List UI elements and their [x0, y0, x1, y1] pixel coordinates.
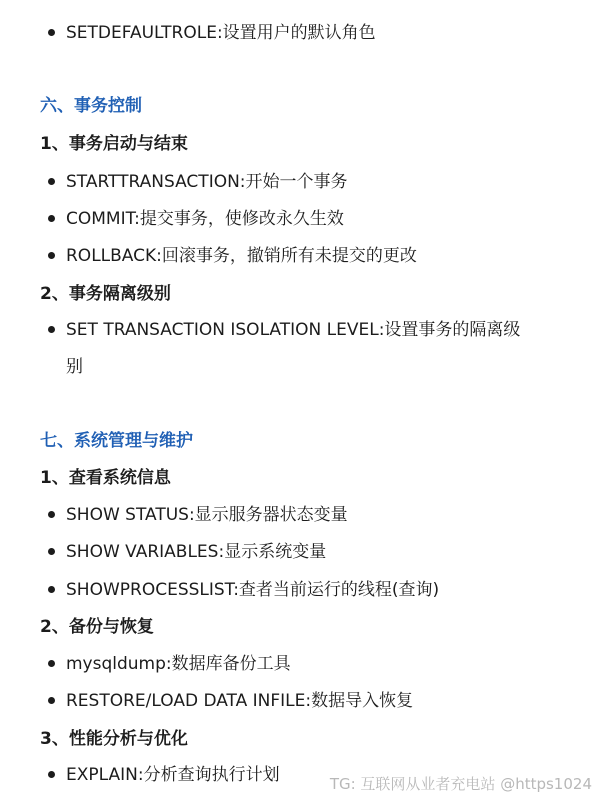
list-item-text: COMMIT:提交事务，使修改永久生效 — [66, 209, 344, 229]
section-heading: 七、系统管理与维护 — [40, 431, 193, 451]
list-item-text: RESTORE/LOAD DATA INFILE:数据导入恢复 — [66, 691, 414, 711]
bullet-icon — [48, 29, 55, 36]
sub-heading: 2、事务隔离级别 — [40, 284, 171, 304]
list-item-text: STARTTRANSACTION:开始一个事务 — [66, 172, 348, 192]
list-item-text: ROLLBACK:回滚事务，撤销所有未提交的更改 — [66, 246, 417, 266]
bullet-icon — [48, 511, 55, 518]
section-heading: 六、事务控制 — [40, 96, 142, 116]
bullet-icon — [48, 252, 55, 259]
bullet-icon — [48, 326, 55, 333]
list-item-text: SHOW VARIABLES:显示系统变量 — [66, 542, 327, 562]
watermark: TG: 互联网从业者充电站 @https1024 — [329, 775, 592, 793]
bullet-icon — [48, 215, 55, 222]
bullet-icon — [48, 771, 55, 778]
list-item-text: SHOW STATUS:显示服务器状态变量 — [66, 505, 348, 525]
sub-heading: 3、性能分析与优化 — [40, 729, 188, 749]
list-item-text: SET TRANSACTION ISOLATION LEVEL:设置事务的隔离级 — [66, 320, 521, 340]
list-item-text: SETDEFAULTROLE:设置用户的默认角色 — [66, 23, 376, 43]
list-item-text: EXPLAIN:分析查询执行计划 — [66, 765, 280, 785]
list-item-text: SHOWPROCESSLIST:查者当前运行的线程(查询) — [66, 580, 440, 600]
bullet-icon — [48, 660, 55, 667]
sub-heading: 1、查看系统信息 — [40, 468, 171, 488]
bullet-icon — [48, 548, 55, 555]
sub-heading: 2、备份与恢复 — [40, 617, 154, 637]
bullet-icon — [48, 586, 55, 593]
bullet-icon — [48, 697, 55, 704]
bullet-icon — [48, 178, 55, 185]
sub-heading: 1、事务启动与结束 — [40, 134, 188, 154]
list-item-text: mysqldump:数据库备份工具 — [66, 654, 291, 674]
list-item-continuation: 别 — [66, 357, 83, 377]
